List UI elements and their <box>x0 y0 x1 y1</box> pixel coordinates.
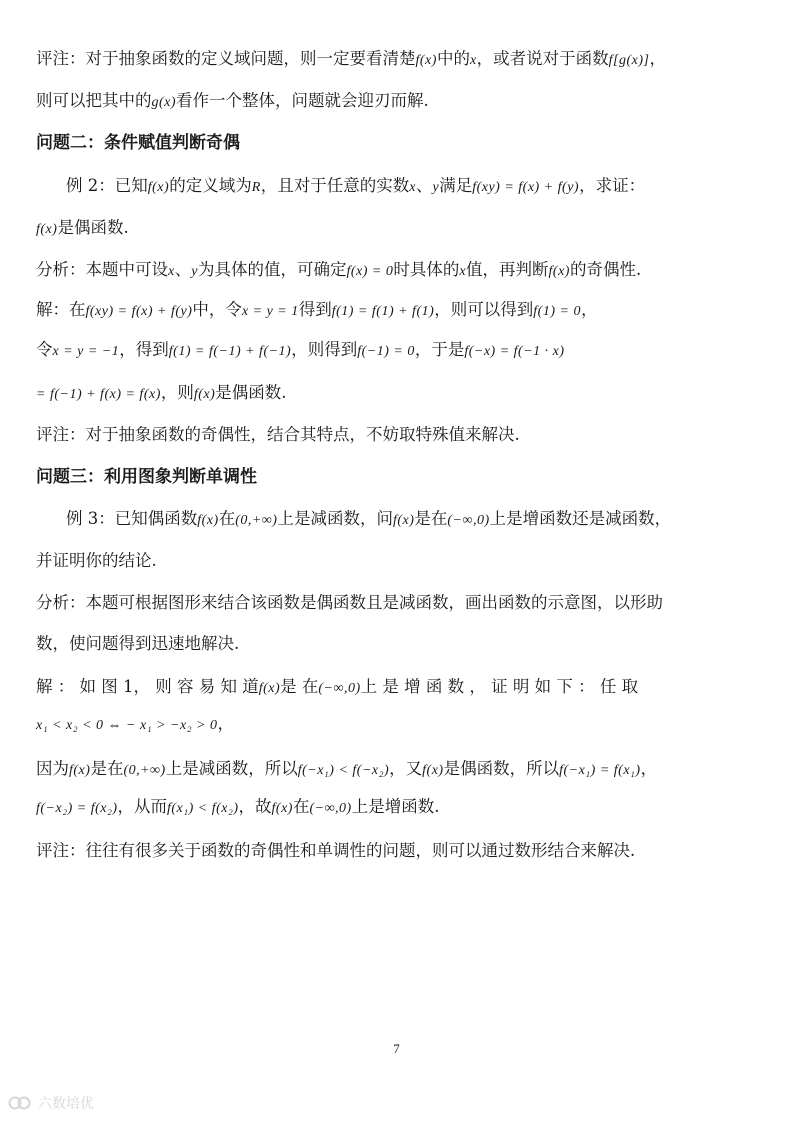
text: 是偶函数，所以 <box>443 759 560 778</box>
text: ，于是 <box>414 340 465 359</box>
paragraph-line <box>36 298 763 324</box>
watermark-text: 六数培优 <box>38 1096 94 1112</box>
math: f(−x) = f(−1 · x) <box>464 344 565 359</box>
text: 看作一个整体，问题就会迎刃而解. <box>176 91 429 110</box>
text: 上是减函数，所以 <box>165 759 298 778</box>
math: f(x) <box>422 763 444 778</box>
math: f(−x₁) < f(−x₂) <box>297 763 390 778</box>
paragraph-line <box>36 381 763 407</box>
math: f(x₁) < f(x₂) <box>166 801 239 816</box>
math: = f(−1) + f(x) = f(x) <box>36 387 161 402</box>
math: f(−1) = 0 <box>357 344 415 359</box>
paragraph-line <box>36 47 763 73</box>
paragraph-line <box>36 338 763 364</box>
paragraph-line <box>36 675 763 701</box>
text: 因为 <box>36 759 69 778</box>
text: ，从而 <box>117 797 167 816</box>
paragraph-line <box>36 757 763 783</box>
paragraph-line <box>66 507 763 533</box>
paragraph-line: 数，使问题得到迅速地解决. <box>36 634 240 653</box>
text: ，又 <box>389 759 423 778</box>
math: f(x) <box>36 222 58 237</box>
math: (−∞,0) <box>447 513 490 528</box>
text: 在 <box>218 509 236 528</box>
paragraph-line <box>66 174 763 200</box>
math: f(1) = f(−1) + f(−1) <box>168 344 292 359</box>
math: f(x) = 0 <box>346 264 394 279</box>
math: (−∞,0) <box>318 681 361 696</box>
watermark <box>8 1093 94 1113</box>
text: ， <box>217 714 235 733</box>
math: f(x) <box>69 763 91 778</box>
text: 上是减函数，问 <box>277 509 393 528</box>
text: 例 2：已知 <box>66 176 148 195</box>
section-heading: 问题二：条件赋值判断奇偶 <box>36 133 240 153</box>
math: x <box>409 180 416 195</box>
text: 时具体的 <box>393 260 460 279</box>
text: 中的 <box>436 49 470 68</box>
text: 是在 <box>414 509 448 528</box>
math: f(1) = 0 <box>533 304 581 319</box>
math: R <box>251 180 261 195</box>
text: ，则 <box>160 383 194 402</box>
paragraph-line: 分析：本题可根据图形来结合该函数是偶函数且是减函数，画出函数的示意图，以形助 <box>36 593 663 612</box>
text: 上 是 增 函 数 ， 证 明 如 下 ： 任 取 <box>360 677 639 696</box>
math: (0,+∞) <box>235 513 278 528</box>
text: 为具体的值，可确定 <box>197 260 347 279</box>
text: 值，再判断 <box>466 260 549 279</box>
text: 的定义域为 <box>169 176 252 195</box>
math: y <box>432 180 440 195</box>
watermark-logo-icon <box>8 1094 32 1112</box>
text: 、 <box>415 176 433 195</box>
math: f[g(x)] <box>608 53 650 68</box>
math: f(x) <box>197 513 219 528</box>
text: 中，令 <box>192 300 242 319</box>
text: ， <box>580 300 598 319</box>
math: y <box>191 264 198 279</box>
paragraph-line: 并证明你的结论. <box>36 551 157 570</box>
section-heading: 问题三：利用图象判断单调性 <box>36 467 257 487</box>
text: 满足 <box>439 176 473 195</box>
text: ， <box>640 759 658 778</box>
math: f(x) <box>548 264 570 279</box>
math: x <box>168 264 175 279</box>
text: 是偶函数. <box>57 218 129 237</box>
paragraph-line <box>36 89 763 115</box>
page-number: 7 <box>393 1041 400 1056</box>
paragraph-line: 评注：往往有很多关于函数的奇偶性和单调性的问题，则可以通过数形结合来解决. <box>36 841 636 860</box>
math: f(1) = f(1) + f(1) <box>331 304 435 319</box>
text: 令 <box>36 340 53 359</box>
math: (0,+∞) <box>123 763 166 778</box>
math: f(xy) = f(x) + f(y) <box>472 180 580 195</box>
math: f(x) <box>258 681 281 696</box>
paragraph-line <box>36 712 763 738</box>
text: ，或者说对于函数 <box>476 49 609 68</box>
text: 是偶函数. <box>215 383 287 402</box>
math: f(xy) = f(x) + f(y) <box>85 304 193 319</box>
math: f(−x₂) = f(x₂) <box>36 801 118 816</box>
text: 则可以把其中的 <box>36 91 152 110</box>
paragraph-line <box>36 795 763 821</box>
text: 例 3：已知偶函数 <box>66 509 198 528</box>
text: 在 <box>292 797 310 816</box>
math: f(x) <box>392 513 415 528</box>
text: 上是增函数还是减函数， <box>489 509 672 528</box>
text: ，则可以得到 <box>434 300 534 319</box>
math: g(x) <box>151 95 177 110</box>
text: ，求证： <box>579 176 646 195</box>
paragraph-line <box>36 258 763 284</box>
text: 评注：对于抽象函数的定义域问题，则一定要看清楚 <box>36 49 416 68</box>
math: x = y = −1 <box>52 344 120 359</box>
text: ，得到 <box>119 340 169 359</box>
text: 解：在 <box>36 300 86 319</box>
math: (−∞,0) <box>309 801 352 816</box>
text: ，则得到 <box>291 340 358 359</box>
math: x <box>459 264 467 279</box>
text: ，且对于任意的实数 <box>260 176 410 195</box>
text: 是在 <box>90 759 124 778</box>
text: 、 <box>174 260 192 279</box>
text: 是 在 <box>280 677 319 696</box>
text: 上是增函数. <box>351 797 440 816</box>
text: 分析：本题中可设 <box>36 260 168 279</box>
math: f(−x₁) = f(x₁) <box>559 763 641 778</box>
paragraph-line: 评注：对于抽象函数的奇偶性，结合其特点，不妨取特殊值来解决. <box>36 425 520 444</box>
paragraph-line <box>36 216 763 242</box>
math: x₁ < x₂ < 0 ⇔ − x₁ > −x₂ > 0 <box>36 718 218 733</box>
math: f(x) <box>193 387 216 402</box>
math: f(x) <box>147 180 170 195</box>
math: x = y = 1 <box>241 304 299 319</box>
math: x <box>469 53 477 68</box>
math: f(x) <box>271 801 293 816</box>
math: f(x) <box>415 53 437 68</box>
text: 解 ： 如 图 1， 则 容 易 知 道 <box>36 677 259 696</box>
text: ，故 <box>238 797 272 816</box>
text: ， <box>649 49 666 68</box>
text: 的奇偶性. <box>569 260 642 279</box>
text: 得到 <box>298 300 332 319</box>
